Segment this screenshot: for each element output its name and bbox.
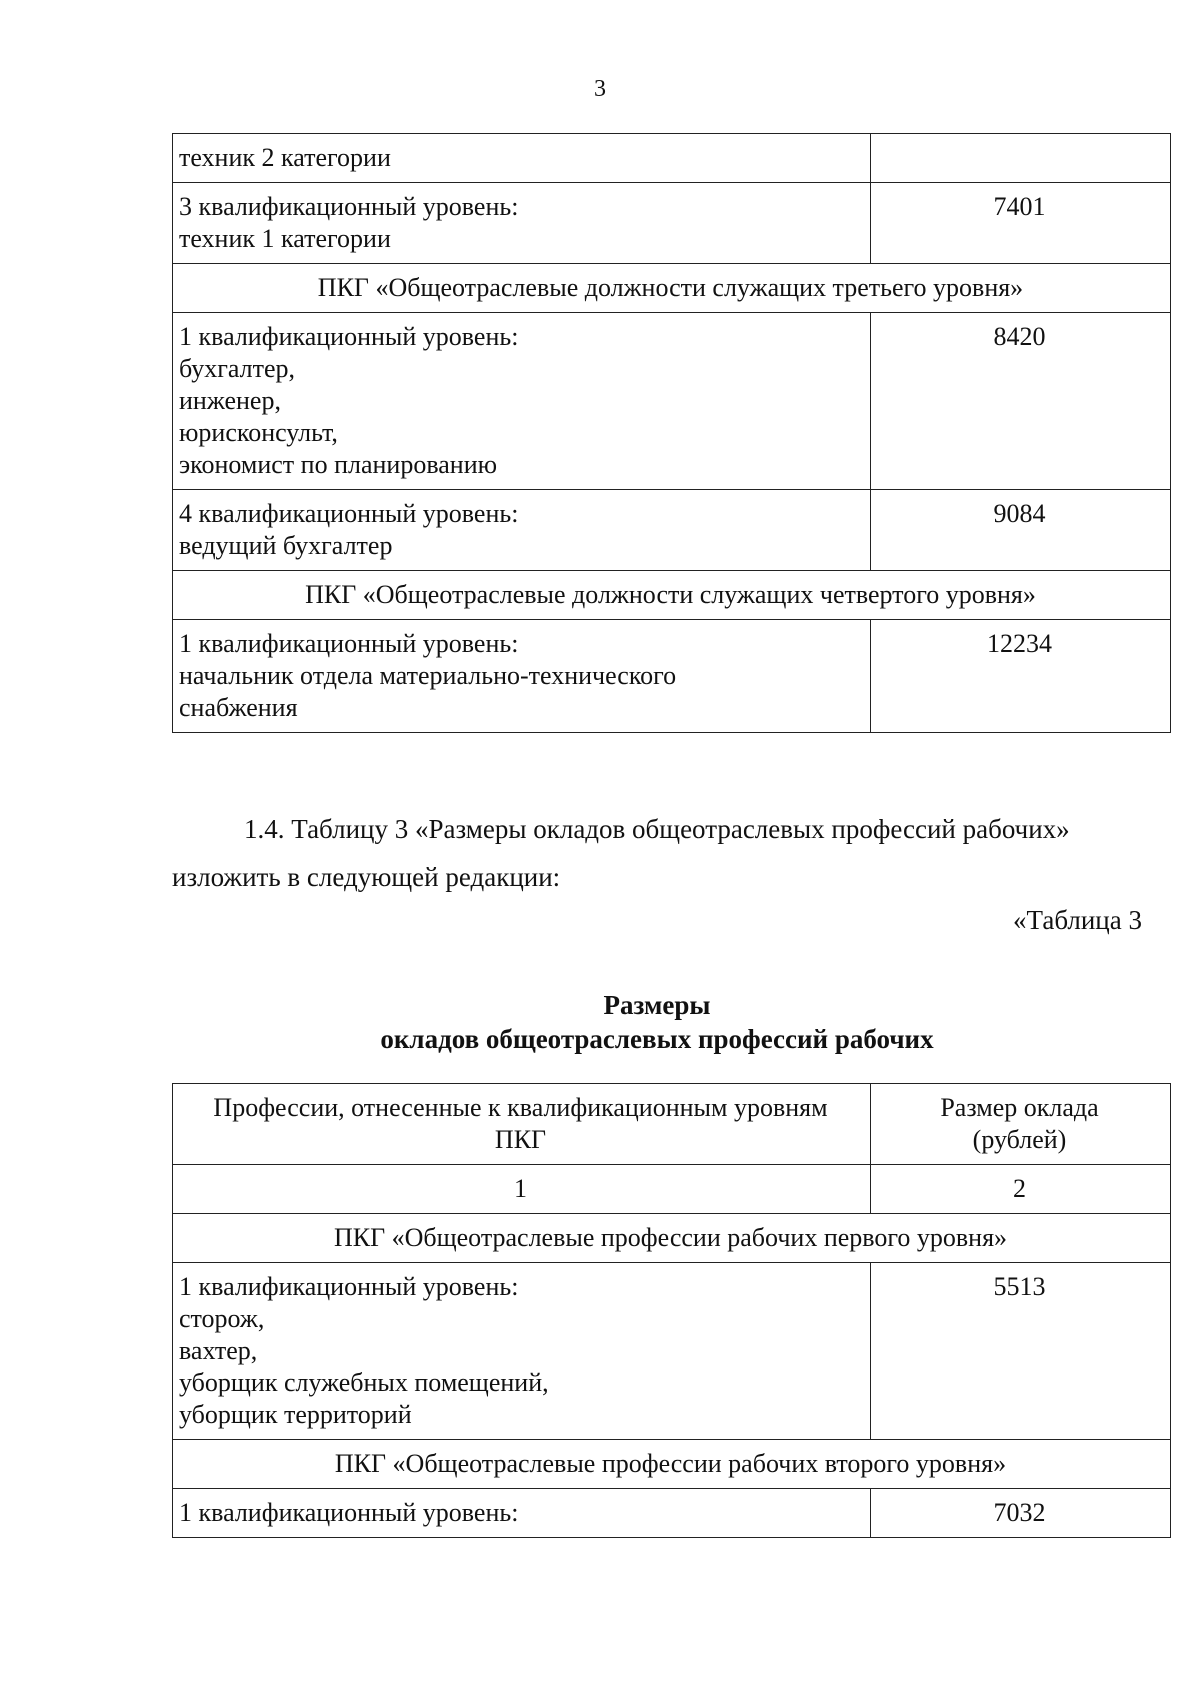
- qualification-level: 1 квалификационный уровень:: [179, 1498, 519, 1527]
- amendment-paragraph: [172, 805, 1142, 901]
- profession-cell: [173, 313, 871, 490]
- profession-line: юрисконсульт,: [179, 418, 338, 447]
- group-row: [173, 571, 1171, 620]
- profession-cell: [173, 183, 871, 264]
- amendment-line: 1.4. Таблицу 3 «Размеры окладов общеотраслевых профессий рабочих»: [244, 814, 1070, 844]
- profession-line: техник 2 категории: [179, 143, 391, 172]
- group-header-cell: ПКГ «Общеотраслевые профессии рабочих второго уровня»: [173, 1440, 1171, 1489]
- profession-line: инженер,: [179, 386, 281, 415]
- header-line: (рублей): [972, 1125, 1067, 1154]
- qualification-level: 1 квалификационный уровень:: [179, 322, 519, 351]
- profession-line: уборщик территорий: [179, 1400, 412, 1429]
- profession-cell: [173, 1489, 871, 1538]
- profession-line: начальник отдела материально-технического: [179, 661, 677, 690]
- profession-line: сторож,: [179, 1304, 265, 1333]
- table-row: [173, 620, 1171, 733]
- salary-cell: 5513: [871, 1263, 1171, 1440]
- group-row: [173, 264, 1171, 313]
- header-row: [173, 1084, 1171, 1165]
- column-header-professions: [173, 1084, 871, 1165]
- heading-line: окладов общеотраслевых профессий рабочих: [380, 1024, 934, 1054]
- column-header-salary: [871, 1084, 1171, 1165]
- qualification-level: 4 квалификационный уровень:: [179, 499, 519, 528]
- table-row: [173, 183, 1171, 264]
- group-header-cell: ПКГ «Общеотраслевые должности служащих третьего уровня»: [173, 264, 1171, 313]
- profession-line: бухгалтер,: [179, 354, 296, 383]
- profession-line: ведущий бухгалтер: [179, 531, 393, 560]
- heading-line: Размеры: [603, 990, 711, 1020]
- table-row: [173, 134, 1171, 183]
- profession-cell: [173, 134, 871, 183]
- profession-line: вахтер,: [179, 1336, 258, 1365]
- header-line: ПКГ: [494, 1125, 547, 1154]
- salary-cell: 7032: [871, 1489, 1171, 1538]
- table-heading: [172, 988, 1142, 1056]
- table-row: [173, 490, 1171, 571]
- group-row: [173, 1214, 1171, 1263]
- header-line: Размер оклада: [940, 1093, 1099, 1122]
- group-header-cell: ПКГ «Общеотраслевые должности служащих четвертого уровня»: [173, 571, 1171, 620]
- table-row: [173, 313, 1171, 490]
- qualification-level: 1 квалификационный уровень:: [179, 629, 519, 658]
- qualification-level: 3 квалификационный уровень:: [179, 192, 519, 221]
- profession-line: снабжения: [179, 693, 298, 722]
- page-number: 3: [594, 76, 606, 102]
- qualification-level: 1 квалификационный уровень:: [179, 1272, 519, 1301]
- column-number: 1: [173, 1165, 871, 1214]
- salary-table-3: [172, 1083, 1171, 1538]
- table-label: «Таблица 3: [1013, 905, 1142, 935]
- column-number: 2: [871, 1165, 1171, 1214]
- profession-cell: [173, 1263, 871, 1440]
- table-row: [173, 1489, 1171, 1538]
- table-row: [173, 1263, 1171, 1440]
- profession-cell: [173, 490, 871, 571]
- profession-cell: [173, 620, 871, 733]
- salary-cell: 7401: [871, 183, 1171, 264]
- salary-table-continued: [172, 133, 1171, 733]
- group-row: [173, 1440, 1171, 1489]
- salary-cell: 12234: [871, 620, 1171, 733]
- profession-line: уборщик служебных помещений,: [179, 1368, 549, 1397]
- group-header-cell: ПКГ «Общеотраслевые профессии рабочих первого уровня»: [173, 1214, 1171, 1263]
- profession-line: техник 1 категории: [179, 224, 391, 253]
- salary-cell: 8420: [871, 313, 1171, 490]
- salary-cell: [871, 134, 1171, 183]
- profession-line: экономист по планированию: [179, 450, 498, 479]
- column-number-row: [173, 1165, 1171, 1214]
- amendment-line: изложить в следующей редакции:: [172, 862, 561, 892]
- header-line: Профессии, отнесенные к квалификационным уровням: [213, 1093, 828, 1122]
- salary-cell: 9084: [871, 490, 1171, 571]
